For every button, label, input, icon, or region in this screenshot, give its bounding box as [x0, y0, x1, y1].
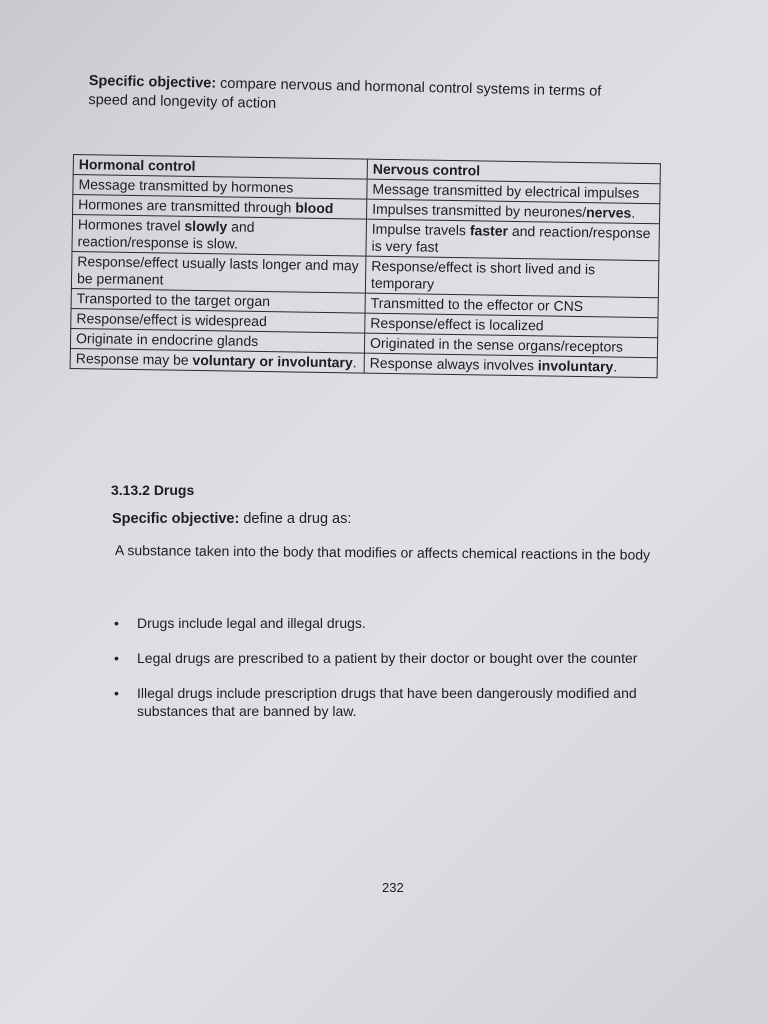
cell-hormonal: [71, 251, 366, 293]
cell-text: Message transmitted by electrical impulses: [372, 180, 640, 201]
cell-text: Impulse travels: [371, 220, 471, 239]
specific-objective-drug: [112, 511, 672, 527]
cell-text: involuntary: [537, 357, 614, 375]
drug-definition: A substance taken into the body that modifies or affects chemical reactions in the body: [114, 541, 651, 563]
cell-text: Hormones travel: [77, 216, 185, 234]
cell-hormonal: [70, 348, 364, 373]
bullet-list: [112, 614, 672, 737]
list-item: [112, 614, 672, 632]
cell-hormonal: [72, 215, 367, 257]
cell-text: Impulses transmitted by neurones/: [372, 200, 587, 221]
cell-text: Originate in endocrine glands: [75, 330, 259, 349]
cell-text: Response/effect is localized: [370, 314, 544, 334]
cell-text: slowly: [184, 217, 228, 235]
bullet-icon: •: [114, 615, 119, 631]
page-number: 232: [382, 880, 404, 895]
bullet-icon: •: [114, 650, 119, 666]
specific-objective-speed: [88, 72, 629, 121]
comparison-table: [70, 154, 661, 378]
cell-nervous: [366, 219, 660, 261]
cell-text: faster: [469, 222, 509, 239]
objective-label: Specific objective:: [112, 511, 240, 527]
cell-text: .: [631, 204, 636, 221]
objective-text: compare nervous and hormonal control systems in terms of speed and longevity of action: [88, 75, 602, 112]
header-nervous-control: Nervous control: [367, 159, 660, 184]
cell-text: Hormones are transmitted through: [78, 196, 296, 216]
cell-text: and reaction/response is very fast: [371, 222, 651, 255]
list-item: [112, 684, 672, 720]
cell-text: nerves: [586, 204, 632, 221]
section-heading-drugs: 3.13.2 Drugs: [111, 482, 195, 498]
cell-nervous: [364, 353, 657, 378]
cell-text: Message transmitted by hormones: [78, 176, 294, 196]
bullet-text: Legal drugs are prescribed to a patient by their doctor or bought over the counter: [137, 650, 638, 666]
cell-text: Response always involves: [369, 354, 538, 374]
cell-text: .: [613, 358, 618, 375]
header-hormonal-control: Hormonal control: [73, 155, 367, 180]
cell-text: blood: [295, 199, 334, 217]
objective-label: Specific objective:: [88, 72, 217, 92]
cell-text: Originated in the sense organs/receptors: [369, 334, 624, 355]
bullet-text: Drugs include legal and illegal drugs.: [137, 615, 366, 631]
table-body: [70, 175, 660, 378]
objective-text: define a drug as:: [239, 511, 352, 527]
cell-text: voluntary or involuntary: [192, 351, 353, 371]
cell-text: Response/effect usually lasts longer and may be permanent: [76, 253, 359, 288]
cell-text: and reaction/response is slow.: [77, 218, 255, 252]
list-item: [112, 649, 672, 667]
cell-text: Transported to the target organ: [76, 290, 271, 310]
cell-text: Response may be: [75, 350, 193, 368]
cell-nervous: [365, 256, 659, 298]
cell-text: .: [352, 354, 357, 371]
cell-text: Response/effect is widespread: [76, 310, 267, 330]
bullet-text: Illegal drugs include prescription drugs that have been dangerously modified and substances that are banned by law.: [137, 685, 637, 719]
cell-text: Transmitted to the effector or CNS: [370, 294, 584, 315]
bullet-icon: •: [114, 685, 119, 701]
cell-text: Response/effect is short lived and is temporary: [370, 257, 596, 292]
